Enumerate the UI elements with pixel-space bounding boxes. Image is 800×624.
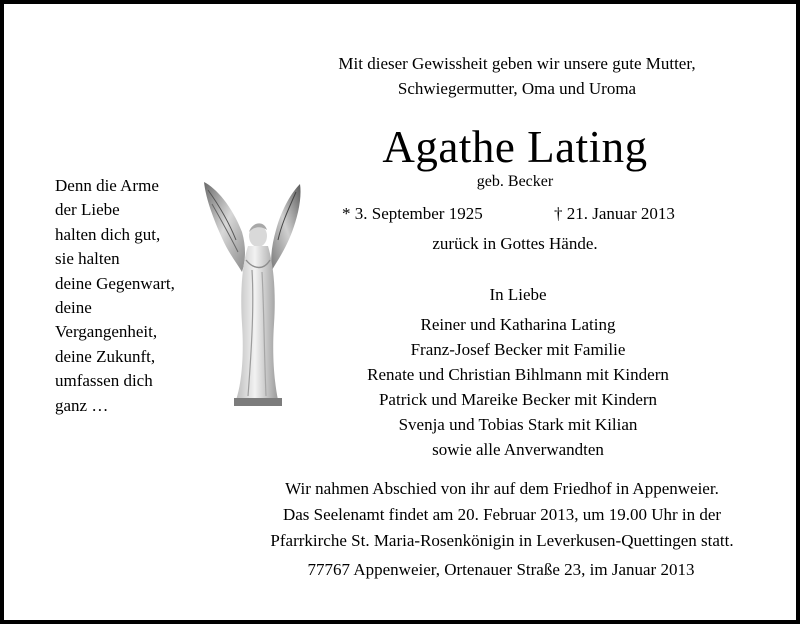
mourner-name: Renate und Christian Bihlmann mit Kindern [367,365,669,384]
poem-line: deine [55,298,92,318]
poem-line: deine Zukunft, [55,346,156,366]
intro-line-1: Mit dieser Gewissheit geben wir unsere gute Mutter, [338,54,696,73]
death-date: † 21. Januar 2013 [554,204,675,223]
deceased-name: Agathe Lating [382,122,648,172]
poem-line: der Liebe [55,200,120,220]
maiden-name: geb. Becker [476,173,554,190]
poem-line: umfassen dich [55,371,153,391]
mourner-name: Franz-Josef Becker mit Familie [410,340,626,359]
birth-date: * 3. September 1925 [342,204,483,223]
poem [55,174,175,418]
poem-line: Denn die Arme [55,176,159,195]
poem-line: ganz … [55,395,109,415]
poem-line: sie halten [55,249,120,269]
angel-statue-image [196,174,306,414]
mourner-name: sowie alle Anverwandten [432,440,604,459]
poem-line: deine Gegenwart, [55,273,175,293]
mourner-name: Reiner und Katharina Lating [420,315,616,334]
mourner-name: Svenja und Tobias Stark mit Kilian [398,415,638,434]
poem-line: halten dich gut, [55,224,161,244]
service-line-2: Das Seelenamt findet am 20. Februar 2013, um 19.00 Uhr in der [282,505,722,524]
intro-line-2: Schwiegermutter, Oma und Uroma [397,79,637,98]
address-line: 77767 Appenweier, Ortenauer Straße 23, im Januar 2013 [307,560,695,579]
closing-line: zurück in Gottes Hände. [432,234,598,253]
service-line-1: Wir nahmen Abschied von ihr auf dem Friedhof in Appenweier. [285,479,719,498]
service-line-3: Pfarrkirche St. Maria-Rosenkönigin in Leverkusen-Quettingen statt. [270,531,734,550]
mourner-name: Patrick und Mareike Becker mit Kindern [378,390,658,409]
poem-line: Vergangenheit, [55,322,158,342]
mourners-heading: In Liebe [489,285,547,304]
